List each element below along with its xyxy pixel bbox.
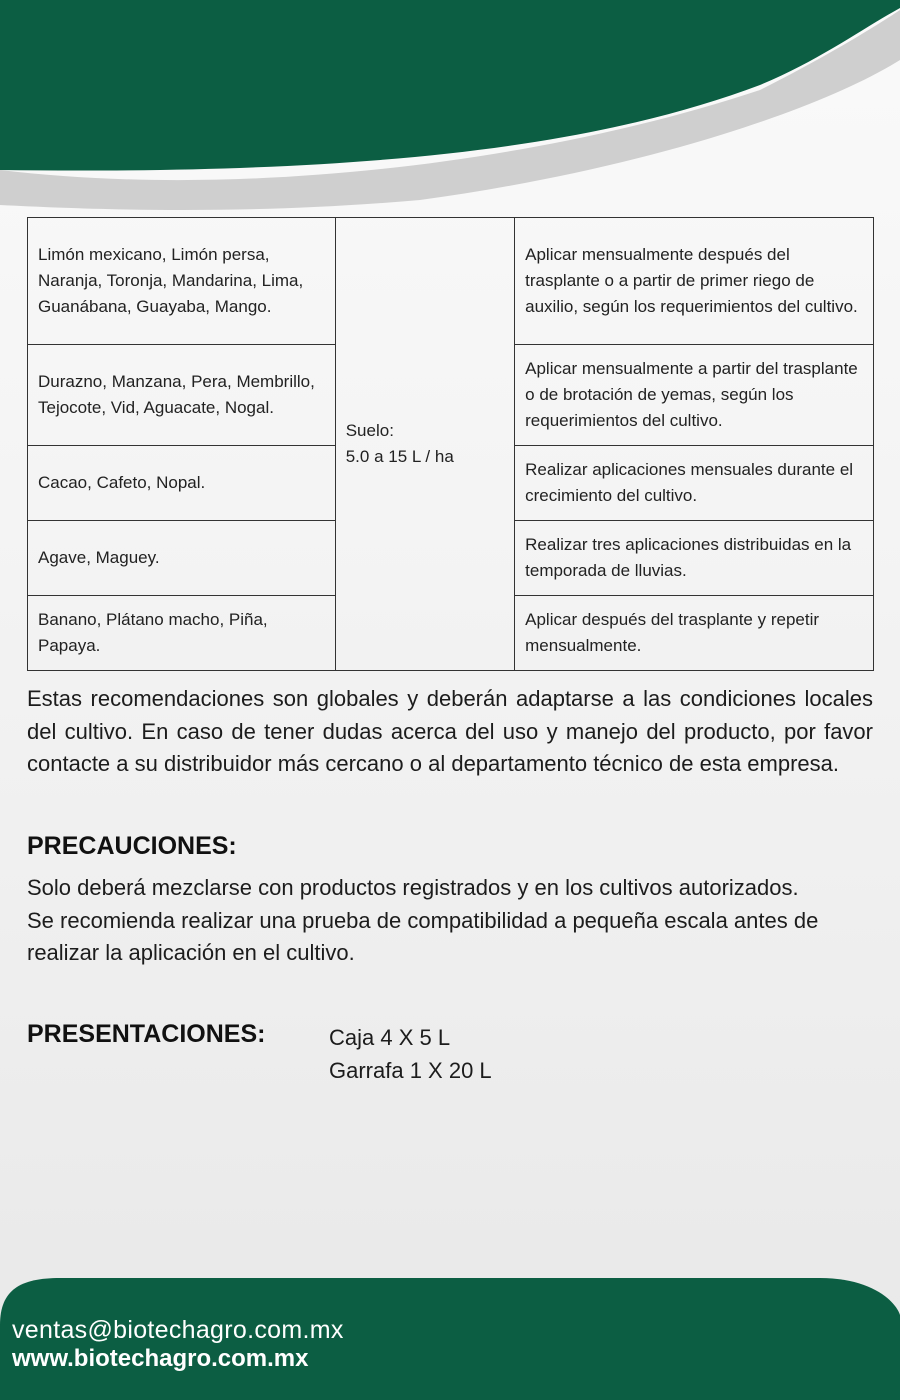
instruction-cell: Aplicar mensualmente después del trasplante o a partir de primer riego de auxilio, según los requerimientos del cultivo. [515,218,874,345]
footer-email-link[interactable]: ventas@biotechagro.com.mx [12,1316,344,1344]
presentations-title: PRESENTACIONES: [27,1020,266,1048]
crop-cell: Cacao, Cafeto, Nopal. [28,446,336,521]
precaution-line: Se recomienda realizar una prueba de compatibilidad a pequeña escala antes de realizar la aplicación en el cultivo. [27,907,819,965]
precaution-line: Solo deberá mezclarse con productos registrados y en los cultivos autorizados. [27,875,799,900]
dose-cell [335,218,514,671]
crop-cell: Limón mexicano, Limón persa, Naranja, Toronja, Mandarina, Lima, Guanábana, Guayaba, Mango. [28,218,336,345]
table-row [28,218,874,345]
instruction-cell: Aplicar después del trasplante y repetir mensualmente. [515,596,874,671]
crop-cell: Agave, Maguey. [28,521,336,596]
footer-website-link[interactable]: www.biotechagro.com.mx [12,1345,309,1372]
dose-text: Suelo: 5.0 a 15 L / ha [345,421,454,466]
dosage-table [27,217,874,671]
precautions-title: PRECAUCIONES: [27,832,237,860]
recommendations-text: Estas recomendaciones son globales y deberán adaptarse a las condiciones locales del cultivo. En caso de tener dudas acerca del uso y manejo del producto, por favor contacte a su distribuidor más cercano o al departamento técnico de esta empresa. [27,686,873,776]
presentation-item: Garrafa 1 X 20 L [329,1058,492,1083]
instruction-cell: Realizar tres aplicaciones distribuidas en la temporada de lluvias. [515,521,874,596]
crop-cell: Durazno, Manzana, Pera, Membrillo, Tejocote, Vid, Aguacate, Nogal. [28,345,336,446]
crop-cell: Banano, Plátano macho, Piña, Papaya. [28,596,336,671]
instruction-cell: Realizar aplicaciones mensuales durante el crecimiento del cultivo. [515,446,874,521]
header-wave [0,0,900,230]
instruction-cell: Aplicar mensualmente a partir del trasplante o de brotación de yemas, según los requerimientos del cultivo. [515,345,874,446]
precautions-text [27,872,837,970]
presentation-item: Caja 4 X 5 L [329,1025,451,1050]
presentations-list [329,1021,492,1087]
